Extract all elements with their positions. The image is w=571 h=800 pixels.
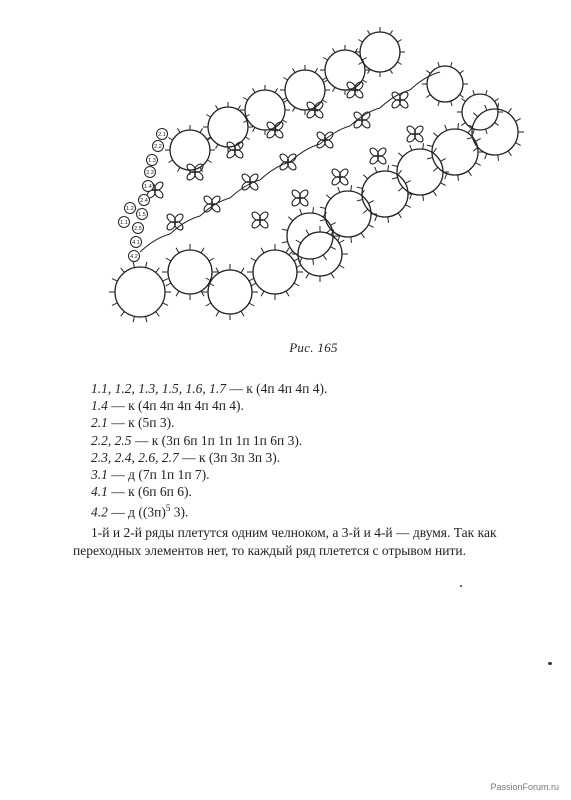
picot-line [331, 273, 334, 278]
element-ids: 2.3, 2.4, 2.6, 2.7 [91, 449, 179, 465]
element-formula-sup: 5 [165, 503, 171, 514]
picot-line [475, 139, 480, 142]
element-sep: — [178, 449, 199, 465]
picot-line [405, 205, 410, 208]
element-formula-pre: д ((3п) [128, 504, 166, 520]
element-formula: д (7п 1п 1п 7). [128, 467, 210, 483]
picot-line [397, 62, 401, 65]
picot-line [168, 160, 172, 163]
watermark: PassionForum.ru [490, 782, 559, 792]
element-row [91, 432, 531, 449]
picot-line [163, 279, 168, 282]
picot-line [351, 185, 352, 191]
picot-line [475, 163, 480, 166]
element-row [91, 483, 531, 500]
picot-line [163, 303, 168, 306]
element-ids: 4.1 [91, 484, 108, 500]
picot-line [362, 80, 366, 83]
picot-line [368, 225, 373, 228]
chain-arc [410, 72, 440, 90]
large-ring [253, 250, 297, 294]
picot-line [146, 316, 147, 322]
picot-line [176, 248, 179, 253]
picot-line [176, 291, 179, 296]
picot-line [251, 258, 256, 261]
element-sep: — [226, 381, 247, 396]
picot-line [362, 58, 366, 61]
chain-arc [260, 162, 290, 180]
picot-line [282, 242, 288, 243]
picot-line [216, 144, 219, 148]
ring-label: 4.2 [130, 254, 138, 260]
picot-line [357, 187, 363, 188]
picot-line [486, 129, 488, 134]
instruction-text: 1-й и 2-й ряды плетутся одним челноком, а 3-й и 4-й — двумя. Так как переходных элементов нет, то каждый ряд плетется с отрывом нити. [73, 525, 497, 558]
picot-line [241, 268, 244, 273]
picot-line [485, 105, 487, 111]
element-formula: к (5п 3). [128, 415, 175, 431]
picot-line [241, 311, 244, 316]
picot-line [201, 248, 204, 253]
picot-line [398, 153, 402, 157]
picot-line [288, 217, 292, 221]
picot-line [245, 137, 249, 140]
picot-line [458, 175, 459, 181]
picot-line [433, 167, 437, 171]
picot-line [178, 128, 181, 132]
picot-line [363, 209, 367, 213]
element-sep: — [107, 415, 129, 431]
element-row [91, 466, 531, 483]
picot-line [458, 123, 459, 129]
picot-line [427, 145, 433, 146]
picot-line [282, 229, 288, 230]
picot-line [323, 255, 326, 260]
chain-arc [140, 234, 170, 252]
picot-line [306, 273, 309, 278]
ring-label: 4.1 [132, 240, 140, 246]
picot-line [253, 127, 256, 131]
picot-line [368, 201, 373, 204]
picot-line [473, 113, 477, 117]
picot-line [398, 187, 402, 191]
picot-line [392, 165, 398, 166]
element-list [91, 380, 531, 521]
picot-line [485, 154, 487, 160]
ring-label: 1.4 [144, 184, 152, 190]
picot-line [216, 311, 219, 316]
ring-label: 1.3 [148, 158, 156, 164]
picot-line [427, 158, 433, 159]
picot-line [326, 195, 330, 199]
picot-line [423, 143, 424, 149]
large-ring [397, 149, 443, 195]
picot-line [375, 216, 377, 222]
picot-line [451, 62, 453, 67]
element-formula: к (3п 3п 3п 3). [199, 449, 281, 465]
picot-line [388, 217, 389, 223]
ring-label: 1.1 [120, 220, 128, 226]
element-formula: к (4п 4п 4п 4п 4п 4). [128, 398, 244, 414]
picot-line [286, 291, 289, 296]
picot-line [243, 98, 247, 101]
picot-line [133, 316, 134, 322]
large-ring [285, 70, 325, 110]
element-formula: к (6п 6п 6). [128, 484, 192, 500]
picot-line [440, 183, 445, 186]
picot-line [330, 223, 335, 226]
picot-line [515, 119, 520, 122]
instruction-paragraph [73, 524, 538, 559]
picot-line [368, 30, 371, 34]
element-row [91, 500, 531, 521]
picot-line [339, 265, 344, 268]
picot-line [238, 144, 241, 148]
picot-line [468, 128, 471, 133]
element-ids: 3.1 [91, 467, 108, 483]
picot-line [473, 90, 475, 95]
picot-line [398, 170, 401, 175]
large-ring [208, 107, 248, 147]
picot-line [156, 268, 160, 273]
picot-line [261, 291, 264, 296]
picot-line [206, 115, 210, 118]
element-formula-post: 3). [170, 504, 189, 520]
picot-line [473, 129, 475, 134]
picot-line [322, 100, 326, 103]
ring-label: 2.3 [146, 170, 154, 176]
large-ring [208, 270, 252, 314]
element-row [91, 397, 531, 414]
picot-line [296, 240, 301, 243]
picot-line [293, 107, 296, 111]
picot-line [486, 90, 488, 95]
picot-line [410, 145, 412, 151]
picot-line [315, 68, 318, 72]
picot-line [358, 62, 362, 65]
picot-line [112, 303, 117, 306]
picot-line [133, 262, 134, 268]
element-sep: — [107, 398, 129, 414]
picot-line [249, 303, 254, 306]
picot-line [423, 195, 424, 201]
tatting-diagram-svg [100, 22, 560, 342]
picot-line [388, 165, 389, 171]
picot-line [216, 105, 219, 109]
picot-line [495, 98, 499, 101]
picot-line [251, 283, 256, 286]
element-ids: 4.2 [91, 504, 108, 520]
element-row [91, 380, 531, 397]
picot-line [361, 233, 364, 238]
picot-line [508, 108, 511, 113]
element-sep: — [107, 484, 129, 500]
print-speck [548, 662, 552, 665]
picot-line [495, 123, 499, 126]
picot-line [168, 138, 172, 141]
picot-line [146, 262, 147, 268]
picot-line [460, 70, 464, 73]
picot-line [467, 138, 473, 139]
picot-line [375, 167, 377, 173]
picot-line [166, 258, 171, 261]
print-speck [460, 585, 462, 587]
element-sep: — [131, 432, 152, 448]
ring-label: 2.4 [140, 198, 148, 204]
picot-line [426, 95, 430, 98]
picot-line [390, 30, 393, 34]
large-ring [360, 32, 400, 72]
picot-line [339, 240, 344, 243]
large-ring [472, 109, 518, 155]
picot-line [363, 175, 367, 179]
element-sep: — [107, 504, 129, 520]
element-formula: к (3п 6п 1п 1п 1п 1п 6п 3). [151, 432, 303, 448]
element-ids: 2.2, 2.5 [91, 432, 132, 448]
large-ring [362, 171, 408, 217]
picot-line [238, 105, 241, 109]
picot-line [433, 191, 436, 196]
picot-line [438, 62, 440, 67]
large-ring [462, 94, 498, 130]
ring-label: 2.1 [158, 132, 166, 138]
picot-line [282, 120, 286, 123]
picot-line [293, 68, 296, 72]
picot-line [451, 101, 453, 106]
picot-line [300, 209, 302, 215]
picot-line [445, 125, 447, 131]
large-ring [325, 50, 365, 90]
figure-caption: Рис. 165 [289, 340, 338, 355]
picot-line [166, 283, 171, 286]
picot-line [330, 247, 335, 250]
picot-line [392, 178, 398, 179]
picot-line [282, 98, 286, 101]
picot-line [320, 207, 326, 208]
picot-line [200, 128, 203, 132]
ring-label: 1.2 [126, 206, 134, 212]
picot-line [209, 258, 214, 261]
picot-line [253, 88, 256, 92]
large-ring [168, 250, 212, 294]
picot-line [351, 237, 352, 243]
ring-label: 1.5 [138, 212, 146, 218]
picot-line [397, 40, 401, 43]
picot-line [460, 95, 464, 98]
tatting-diagram [100, 22, 560, 342]
large-ring [432, 129, 478, 175]
element-ids: 1.4 [91, 398, 108, 414]
picot-line [320, 220, 326, 221]
picot-line [461, 98, 465, 101]
picot-line [358, 40, 362, 43]
picot-line [121, 268, 125, 273]
picot-line [261, 248, 264, 253]
picot-line [112, 279, 117, 282]
large-ring [245, 90, 285, 130]
picot-line [398, 213, 401, 218]
picot-line [445, 174, 447, 180]
large-ring [427, 66, 463, 102]
picot-line [440, 159, 445, 162]
picot-line [433, 133, 437, 137]
picot-line [206, 303, 211, 306]
picot-line [426, 70, 430, 73]
picot-line [121, 312, 125, 317]
picot-line [323, 58, 327, 61]
picot-line [275, 88, 278, 92]
picot-line [313, 207, 314, 213]
picot-line [156, 312, 160, 317]
picot-line [283, 78, 287, 81]
element-row [91, 449, 531, 466]
picot-line [357, 200, 363, 201]
element-row [91, 414, 531, 431]
picot-line [322, 78, 326, 81]
picot-line [508, 151, 511, 156]
picot-line [313, 259, 314, 265]
picot-line [433, 148, 436, 153]
picot-line [178, 167, 181, 171]
picot-line [468, 171, 471, 176]
picot-line [515, 143, 520, 146]
picot-line [333, 48, 336, 52]
picot-line [286, 248, 289, 253]
picot-line [390, 69, 393, 73]
ring-label: 2.2 [154, 144, 162, 150]
ring-label: 2.5 [134, 226, 142, 232]
picot-line [405, 181, 410, 184]
picot-line [461, 123, 465, 126]
element-sep: — [107, 467, 129, 483]
element-ids: 1.1, 1.2, 1.3, 1.5, 1.6, 1.7 [91, 381, 226, 396]
large-ring [115, 267, 165, 317]
picot-line [498, 155, 499, 161]
large-ring [287, 213, 333, 259]
element-formula: к (4п 4п 4п 4). [246, 381, 328, 396]
picot-line [338, 187, 340, 193]
picot-line [333, 87, 336, 91]
large-ring [298, 232, 342, 276]
picot-line [306, 230, 309, 235]
picot-line [207, 160, 211, 163]
picot-line [438, 101, 440, 106]
element-ids: 2.1 [91, 415, 108, 431]
picot-line [294, 283, 299, 286]
